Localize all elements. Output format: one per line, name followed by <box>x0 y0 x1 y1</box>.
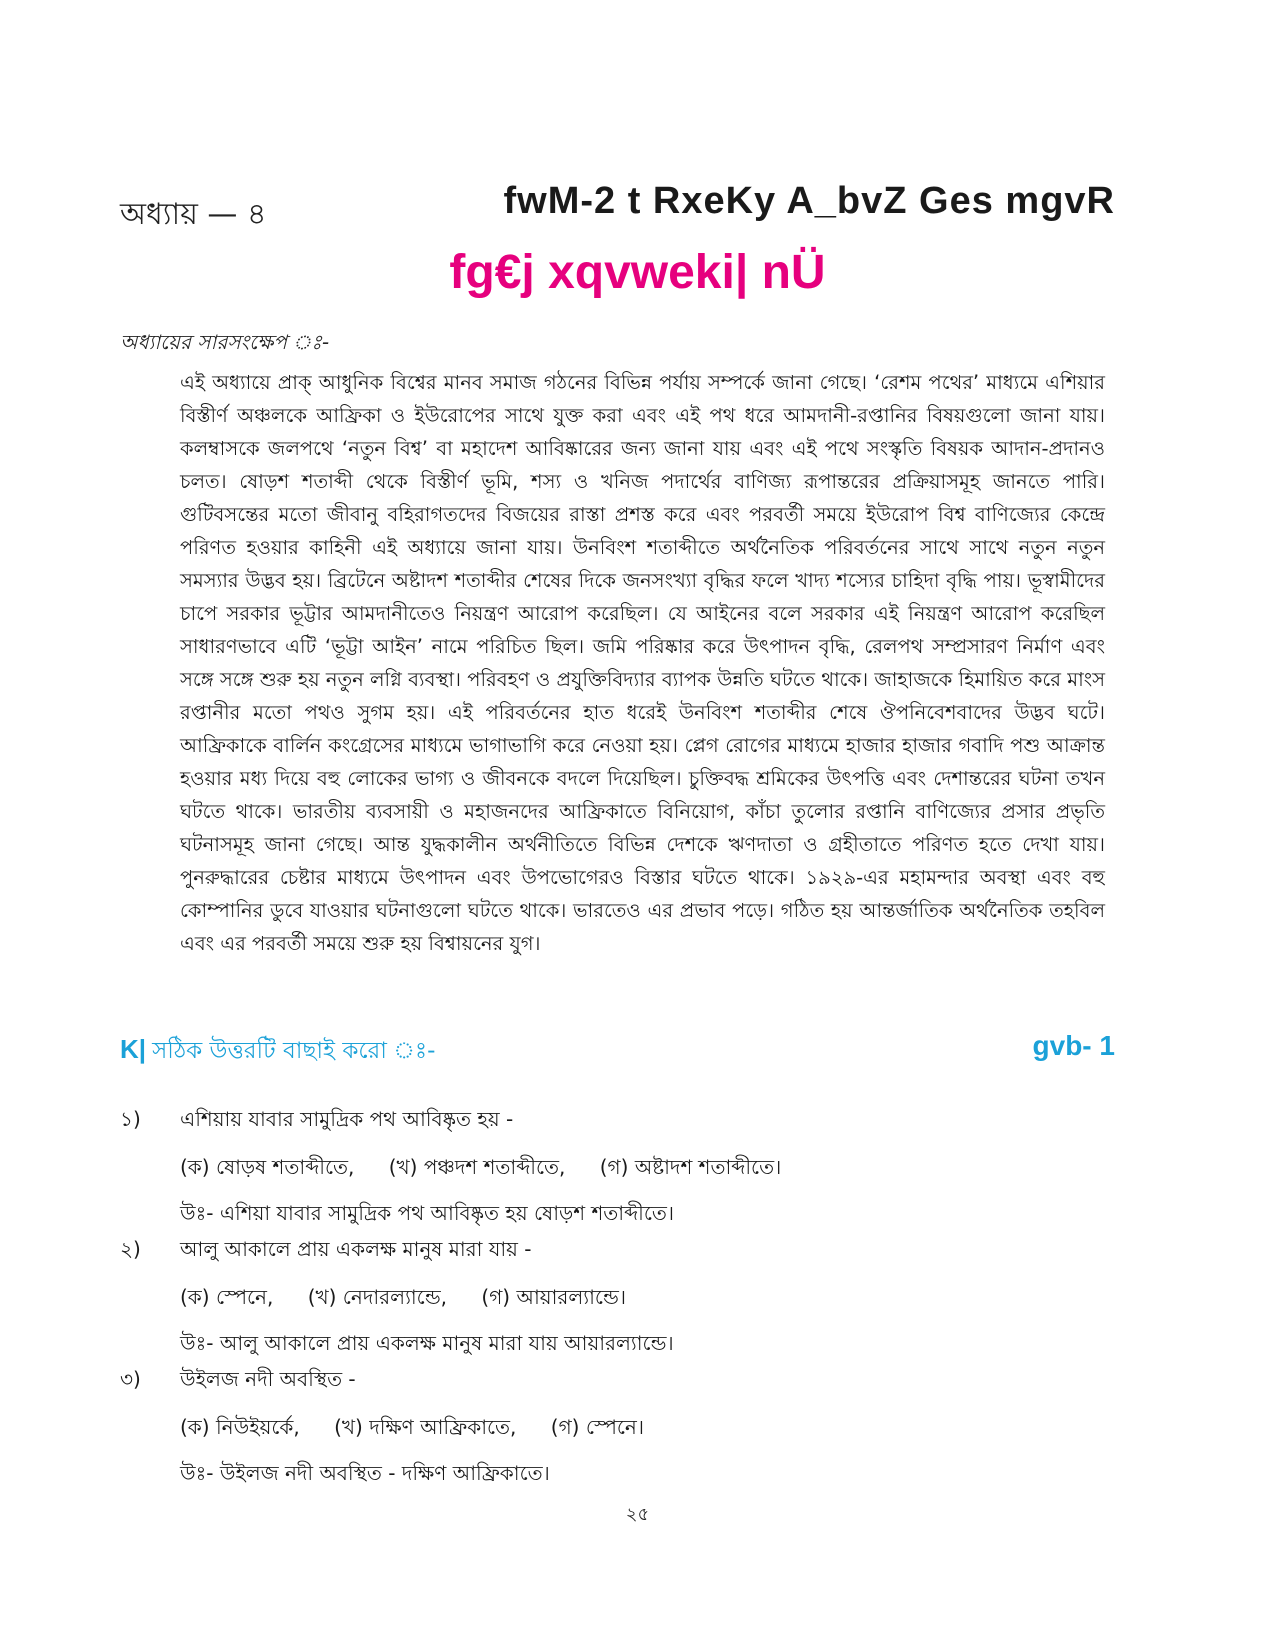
option-c: (গ) অষ্টাদশ শতাব্দীতে। <box>599 1155 782 1179</box>
section-heading-text: সঠিক উত্তরটি বাছাই করো ঃ- <box>152 1038 436 1064</box>
question-number: ৩) <box>120 1367 141 1391</box>
option-b: (খ) পঞ্চদশ শতাব্দীতে, <box>388 1155 566 1179</box>
question-options <box>180 1283 654 1316</box>
running-header: fwM-2 t RxeKy A_bvZ Ges mgvR <box>503 180 1115 222</box>
option-b: (খ) নেদারল্যান্ডে, <box>307 1285 448 1309</box>
summary-paragraph: এই অধ্যায়ে প্রাক্ আধুনিক বিশ্বের মানব সমাজ গঠনের বিভিন্ন পর্যায় সম্পর্কে জানা গেছে। ‘রেশম পথের’ মাধ্যমে এশিয়ার বিস্তীর্ণ অঞ্চলকে আফ্রিকা ও ইউরোপের সাথে যুক্ত করা এবং এই পথ ধরে আমদানী-রপ্তানির বিষয়গুলো জানা যায়। কলম্বাসকে জলপথে ‘নতুন বিশ্ব’ বা মহাদেশ আবিষ্কারের জন্য জানা যায় এবং এই পথে সংস্কৃতি বিষয়ক আদান-প্রদানও চলত। ষোড়শ শতাব্দী থেকে বিস্তীর্ণ ভূমি, শস্য ও খনিজ পদার্থের বাণিজ্য রূপান্তরের প্রক্রিয়াসমূহ জানতে পারি। গুটিবসন্তের মতো জীবানু বহিরাগতদের বিজয়ের রাস্তা প্রশস্ত করে এবং পরবর্তী সময়ে ইউরোপ বিশ্ব বাণিজ্যের কেন্দ্রে পরিণত হওয়ার কাহিনী এই অধ্যায়ে জানা যায়। উনবিংশ শতাব্দীতে অর্থনৈতিক পরিবর্তনের সাথে সাথে নতুন নতুন সমস্যার উদ্ভব হয়। ব্রিটেনে অষ্টাদশ শতাব্দীর শেষের দিকে জনসংখ্যা বৃদ্ধির ফলে খাদ্য শস্যের চাহিদা বৃদ্ধি পায়। ভূস্বামীদের চাপে সরকার ভূট্টার আমদানীতেও নিয়ন্ত্রণ আরোপ করেছিল। যে আইনের বলে সরকার এই নিয়ন্ত্রণ আরোপ করেছিল সাধারণভাবে এটি ‘ভূট্টা আইন’ নামে পরিচিত ছিল। জমি পরিষ্কার করে উৎপাদন বৃদ্ধি, রেলপথ সম্প্রসারণ নির্মাণ এবং সঙ্গে সঙ্গে শুরু হয় নতুন লগ্নি ব্যবস্থা। পরিবহণ ও প্রযুক্তিবিদ্যার ব্যাপক উন্নতি ঘটতে থাকে। জাহাজকে হিমায়িত করে মাংস রপ্তানীর মতো পথও সুগম হয়। এই পরিবর্তনের হাত ধরেই উনবিংশ শতাব্দীর শেষে ঔপনিবেশবাদের উদ্ভব ঘটে। আফ্রিকাকে বার্লিন কংগ্রেসের মাধ্যমে ভাগাভাগি করে নেওয়া হয়। প্লেগ রোগের মাধ্যমে হাজার হাজার গবাদি পশু আক্রান্ত হওয়ার মধ্য দিয়ে বহু লোকের ভাগ্য ও জীবনকে বদলে দিয়েছিল। চুক্তিবদ্ধ শ্রমিকের উৎপত্তি এবং দেশান্তরের ঘটনা তখন ঘটতে থাকে। ভারতীয় ব্যবসায়ী ও মহাজনদের আফ্রিকাতে বিনিয়োগ, কাঁচা তুলোর রপ্তানি বাণিজ্যের প্রসার প্রভৃতি ঘটনাসমূহ জানা গেছে। আন্ত যুদ্ধকালীন অর্থনীতিতে বিভিন্ন দেশকে ঋণদাতা ও গ্রহীতাতে পরিণত হতে দেখা যায়। পুনরুদ্ধারের চেষ্টার মাধ্যমে উৎপাদন এবং উপভোগেরও বিস্তার ঘটতে থাকে। ১৯২৯-এর মহামন্দার অবস্থা এবং বহু কোম্পানির ডুবে যাওয়ার ঘটনাগুলো ঘটতে থাকে। ভারতেও এর প্রভাব পড়ে। গঠিত হয় আন্তর্জাতিক অর্থনৈতিক তহবিল এবং এর পরবর্তী সময়ে শুরু হয় বিশ্বায়নের যুগ। <box>180 371 1105 955</box>
section-marks-code: gvb- 1 <box>1032 1030 1115 1061</box>
chapter-label: অধ্যায় — ৪ <box>120 197 267 232</box>
question-number: ২) <box>120 1237 141 1261</box>
question-number: ১) <box>120 1107 141 1131</box>
page-number: ২৫ <box>625 1504 650 1525</box>
section-marker: K| <box>120 1034 147 1064</box>
option-a: (ক) স্পেনে, <box>180 1285 274 1309</box>
question-answer: উঃ- এশিয়া যাবার সামুদ্রিক পথ আবিষ্কৃত হয় ষোড়শ শতাব্দীতে। <box>180 1201 675 1225</box>
question-answer: উঃ- আলু আকালে প্রায় একলক্ষ মানুষ মারা যায় আয়ারল্যান্ডে। <box>180 1331 674 1355</box>
question-text: আলু আকালে প্রায় একলক্ষ মানুষ মারা যায় - <box>180 1237 532 1261</box>
section-heading <box>120 1032 435 1071</box>
chapter-title: fg€j xqvweki|‌ nÜ <box>449 246 826 299</box>
option-c: (গ) আয়ারল্যান্ডে। <box>481 1285 627 1309</box>
option-a: (ক) নিউইয়র্কে, <box>180 1415 300 1439</box>
question-text: এশিয়ায় যাবার সামুদ্রিক পথ আবিষ্কৃত হয় - <box>180 1107 514 1131</box>
option-c: (গ) স্পেনে। <box>550 1415 645 1439</box>
question-options <box>180 1153 809 1186</box>
summary-heading: অধ্যায়ের সারসংক্ষেপ ঃ- <box>120 330 330 354</box>
option-a: (ক) ষোড়ষ শতাব্দীতে, <box>180 1155 355 1179</box>
question-answer: উঃ- উইলজ নদী অবস্থিত - দক্ষিণ আফ্রিকাতে। <box>180 1461 550 1485</box>
question-text: উইলজ নদী অবস্থিত - <box>180 1367 356 1391</box>
option-b: (খ) দক্ষিণ আফ্রিকাতে, <box>334 1415 517 1439</box>
question-options <box>180 1413 672 1446</box>
